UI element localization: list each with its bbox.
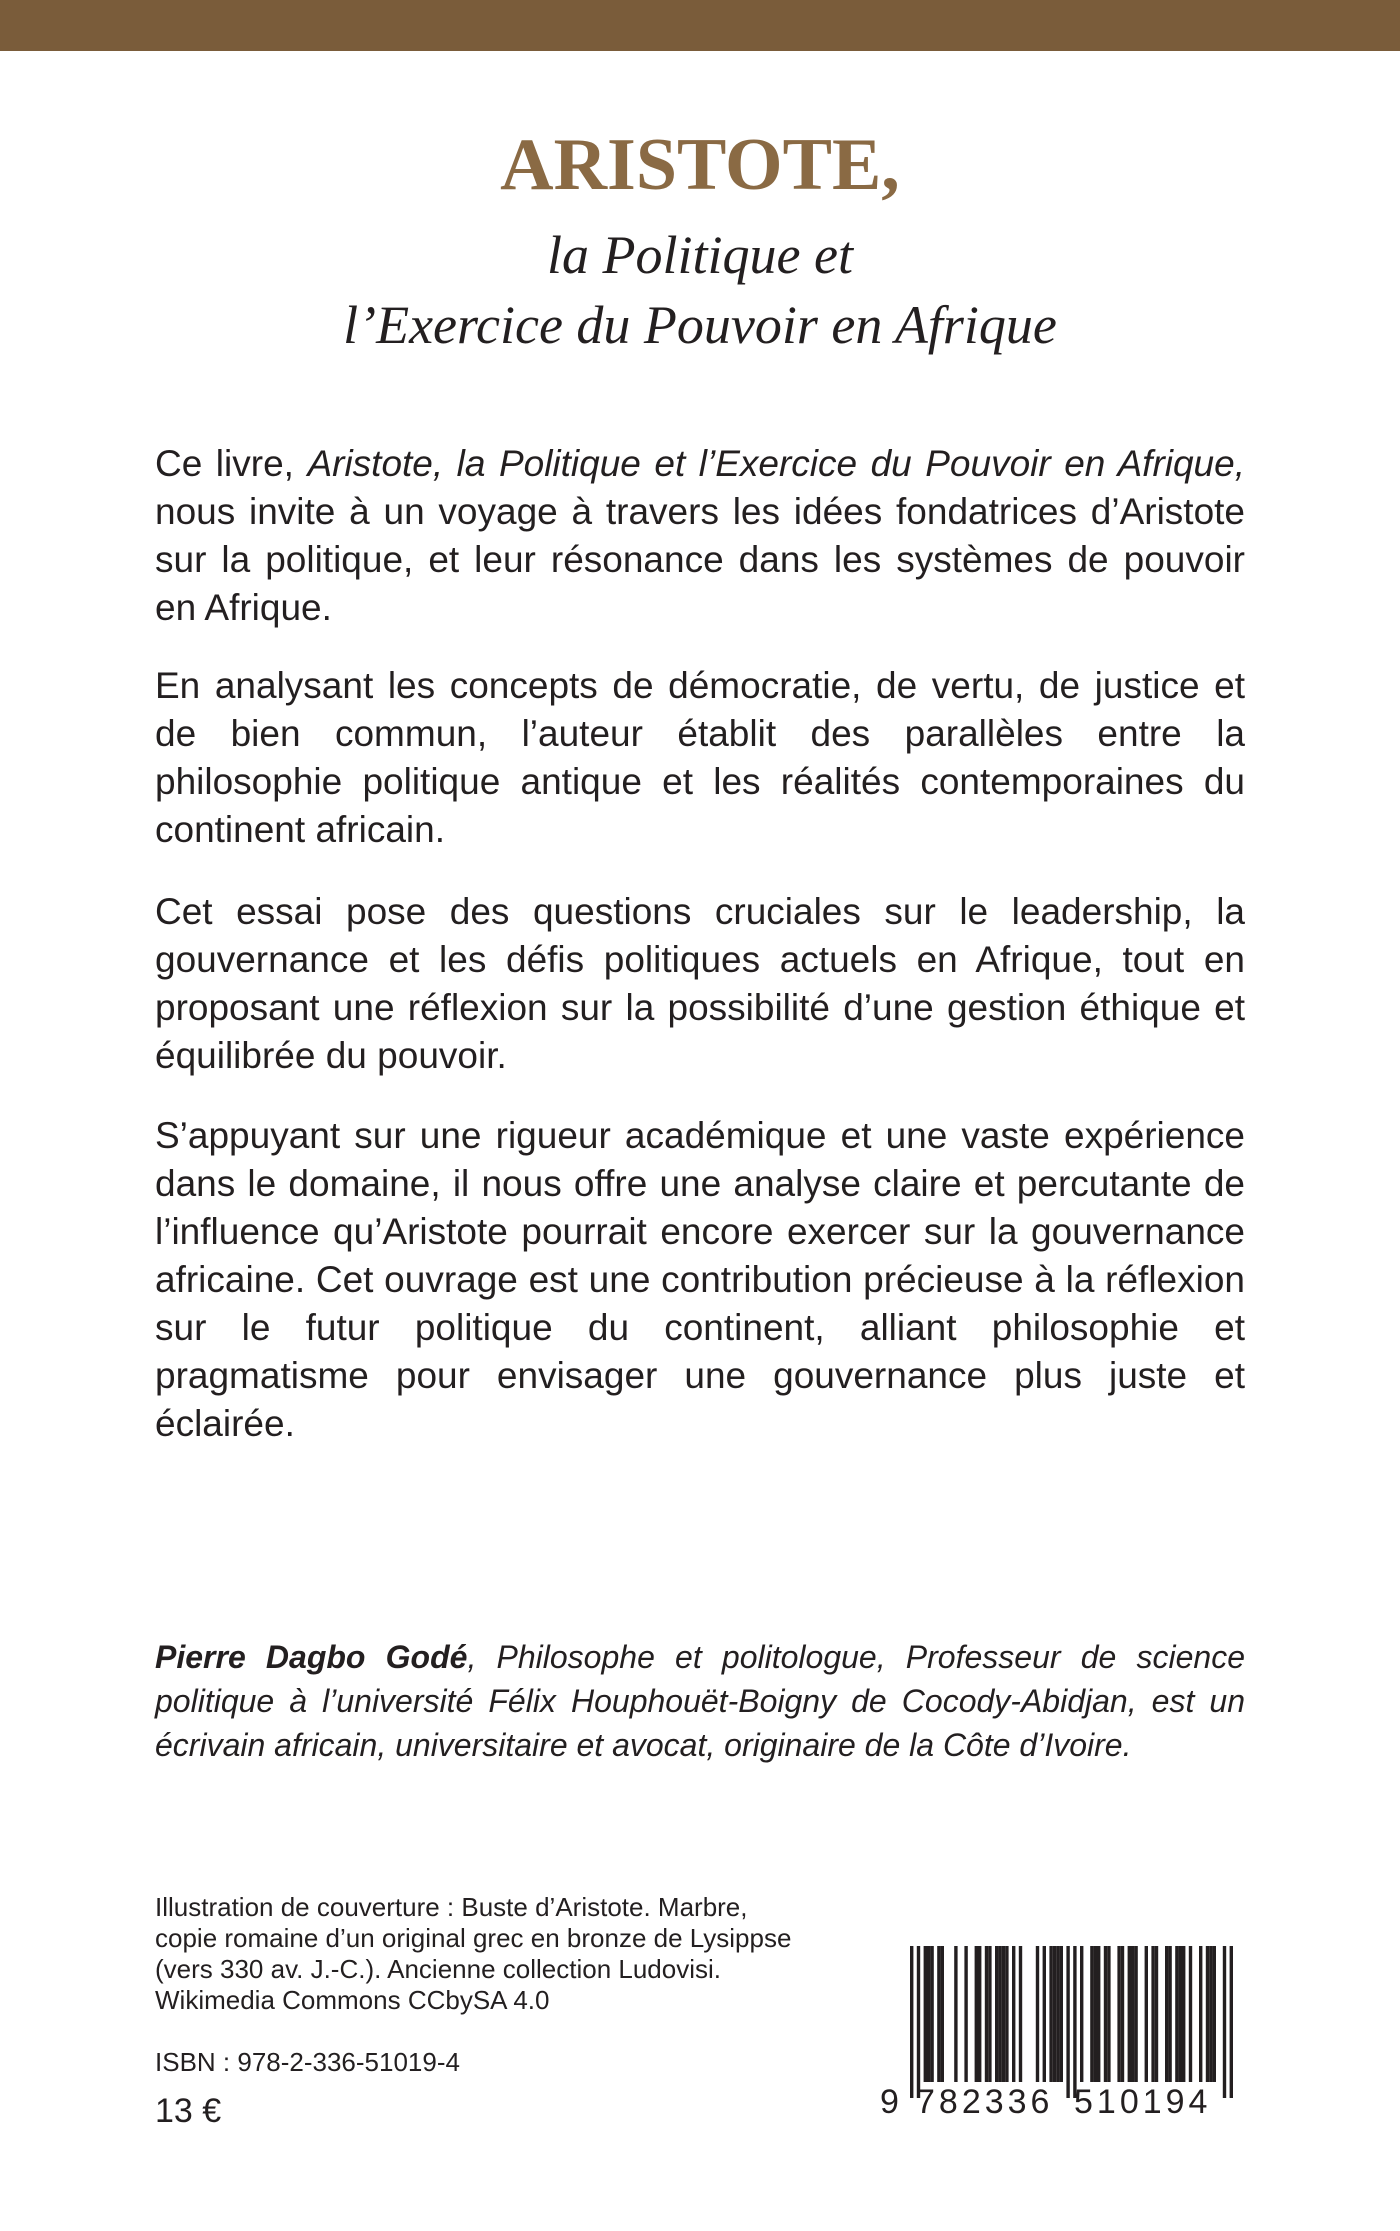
barcode-bar bbox=[1104, 1946, 1107, 2082]
barcode-bar bbox=[1012, 1946, 1015, 2082]
top-color-band bbox=[0, 0, 1400, 51]
barcode-bar bbox=[1182, 1946, 1185, 2082]
barcode-bar bbox=[1179, 1946, 1182, 2082]
barcode-bar bbox=[1121, 1946, 1124, 2082]
barcode-bar bbox=[1223, 1946, 1226, 2098]
barcode-bar bbox=[998, 1946, 1001, 2082]
barcode-bar bbox=[1134, 1946, 1137, 2082]
barcode-bar bbox=[927, 1946, 930, 2082]
blurb-p1-prefix: Ce livre, bbox=[155, 443, 308, 484]
blurb-p1-book-title: Aristote, la Politique et l’Exercice du Pouvoir en Afrique, bbox=[307, 443, 1245, 484]
credit-line-1: Illustration de couverture : Buste d’Aristote. Marbre, bbox=[155, 1892, 748, 1922]
barcode-bar bbox=[1230, 1946, 1233, 2098]
barcode-bar bbox=[1189, 1946, 1192, 2082]
book-subtitle-line2: l’Exercice du Pouvoir en Afrique bbox=[343, 295, 1057, 355]
barcode-bar bbox=[1151, 1946, 1154, 2082]
blurb-paragraph-1 bbox=[155, 440, 1245, 632]
barcode-lead-digit: 9 bbox=[880, 2083, 900, 2121]
barcode-bar bbox=[988, 1946, 991, 2082]
barcode-bar bbox=[1206, 1946, 1209, 2082]
barcode-bar bbox=[1094, 1946, 1097, 2082]
barcode bbox=[880, 1946, 1240, 2121]
barcode-bar bbox=[1145, 1946, 1148, 2082]
barcode-bar bbox=[1066, 1946, 1069, 2098]
barcode-bar bbox=[917, 1946, 920, 2098]
cover-illustration-credit bbox=[155, 1892, 915, 2016]
blurb-paragraph-4: S’appuyant sur une rigueur académique et une vaste expérience dans le domaine, il nous offre une analyse claire et percutante de l’influence qu’Aristote pourrait encore exercer sur la gouvernance africaine. Cet ouvrage est une contribution précieuse à la réflexion sur le futur politique du continent, alliant philosophie et pragmatisme pour envisager une gouvernance plus juste et éclairée. bbox=[155, 1115, 1245, 1444]
credit-line-2: copie romaine d’un original grec en bronze de Lysippse bbox=[155, 1923, 792, 1953]
book-title: ARISTOTE, bbox=[500, 124, 900, 206]
barcode-bar bbox=[964, 1946, 967, 2082]
barcode-bar bbox=[978, 1946, 981, 2082]
barcode-bar bbox=[1053, 1946, 1056, 2082]
barcode-bar bbox=[1019, 1946, 1022, 2082]
barcode-bar bbox=[1043, 1946, 1046, 2082]
barcode-bar bbox=[1175, 1946, 1178, 2082]
barcode-bar bbox=[1128, 1946, 1131, 2082]
barcode-bar bbox=[985, 1946, 988, 2082]
barcode-bar bbox=[1155, 1946, 1158, 2082]
barcode-bar bbox=[1080, 1946, 1083, 2082]
barcode-group-2: 510194 bbox=[1074, 2083, 1212, 2121]
barcode-bar bbox=[1073, 1946, 1076, 2098]
barcode-bar bbox=[1090, 1946, 1093, 2082]
barcode-bar bbox=[1049, 1946, 1052, 2082]
barcode-bar bbox=[954, 1946, 957, 2082]
book-subtitle-line1: la Politique et bbox=[547, 225, 853, 285]
barcode-bar bbox=[910, 1946, 913, 2098]
barcode-bar bbox=[1213, 1946, 1216, 2082]
credit-line-4: Wikimedia Commons CCbySA 4.0 bbox=[155, 1985, 550, 2015]
barcode-bar bbox=[1199, 1946, 1202, 2082]
blurb-p1-rest: nous invite à un voyage à travers les idées fondatrices d’Aristote sur la politique, et leur résonance dans les systèmes de pouvoir en Afrique. bbox=[155, 491, 1245, 628]
barcode-bar bbox=[1002, 1946, 1005, 2082]
barcode-bar bbox=[1107, 1946, 1110, 2082]
credit-line-3: (vers 330 av. J.-C.). Ancienne collection Ludovisi. bbox=[155, 1954, 722, 1984]
price-text: 13 € bbox=[155, 2092, 222, 2130]
barcode-bar bbox=[1056, 1946, 1059, 2082]
barcode-bars bbox=[880, 1946, 1240, 2098]
isbn-text: ISBN : 978-2-336-51019-4 bbox=[155, 2047, 460, 2077]
barcode-bar bbox=[1060, 1946, 1063, 2082]
barcode-bar bbox=[1209, 1946, 1212, 2082]
author-name: Pierre Dagbo Godé bbox=[155, 1639, 468, 1675]
barcode-bar bbox=[941, 1946, 944, 2082]
blurb-paragraph-3: Cet essai pose des questions cruciales sur le leadership, la gouvernance et les défis politiques actuels en Afrique, tout en proposant une réflexion sur la possibilité d’une gestion éthique et équilibrée du pouvoir. bbox=[155, 891, 1245, 1076]
barcode-bar bbox=[937, 1946, 940, 2082]
barcode-bar bbox=[1165, 1946, 1168, 2082]
barcode-bar bbox=[1097, 1946, 1100, 2082]
barcode-bar bbox=[1168, 1946, 1171, 2082]
barcode-group-1: 782336 bbox=[916, 2083, 1054, 2121]
barcode-bar bbox=[1036, 1946, 1039, 2082]
blurb-paragraph-2: En analysant les concepts de démocratie, de vertu, de justice et de bien commun, l’auteur établit des parallèles entre la philosophie politique antique et les réalités contemporaines du continent africain. bbox=[155, 665, 1245, 850]
barcode-bar bbox=[1005, 1946, 1008, 2082]
barcode-bar bbox=[1117, 1946, 1120, 2082]
barcode-bar bbox=[975, 1946, 978, 2082]
author-description: , Philosophe et politologue, Professeur de science politique à l’université Félix Houphouët-Boigny de Cocody-Abidjan, est un écrivain africain, universitaire et avocat, originaire de la Côte d’Ivoire. bbox=[155, 1639, 1245, 1763]
barcode-bar bbox=[995, 1946, 998, 2082]
author-bio bbox=[155, 1635, 1245, 1767]
barcode-bar bbox=[930, 1946, 933, 2082]
barcode-bar bbox=[1131, 1946, 1134, 2082]
barcode-bar bbox=[924, 1946, 927, 2082]
